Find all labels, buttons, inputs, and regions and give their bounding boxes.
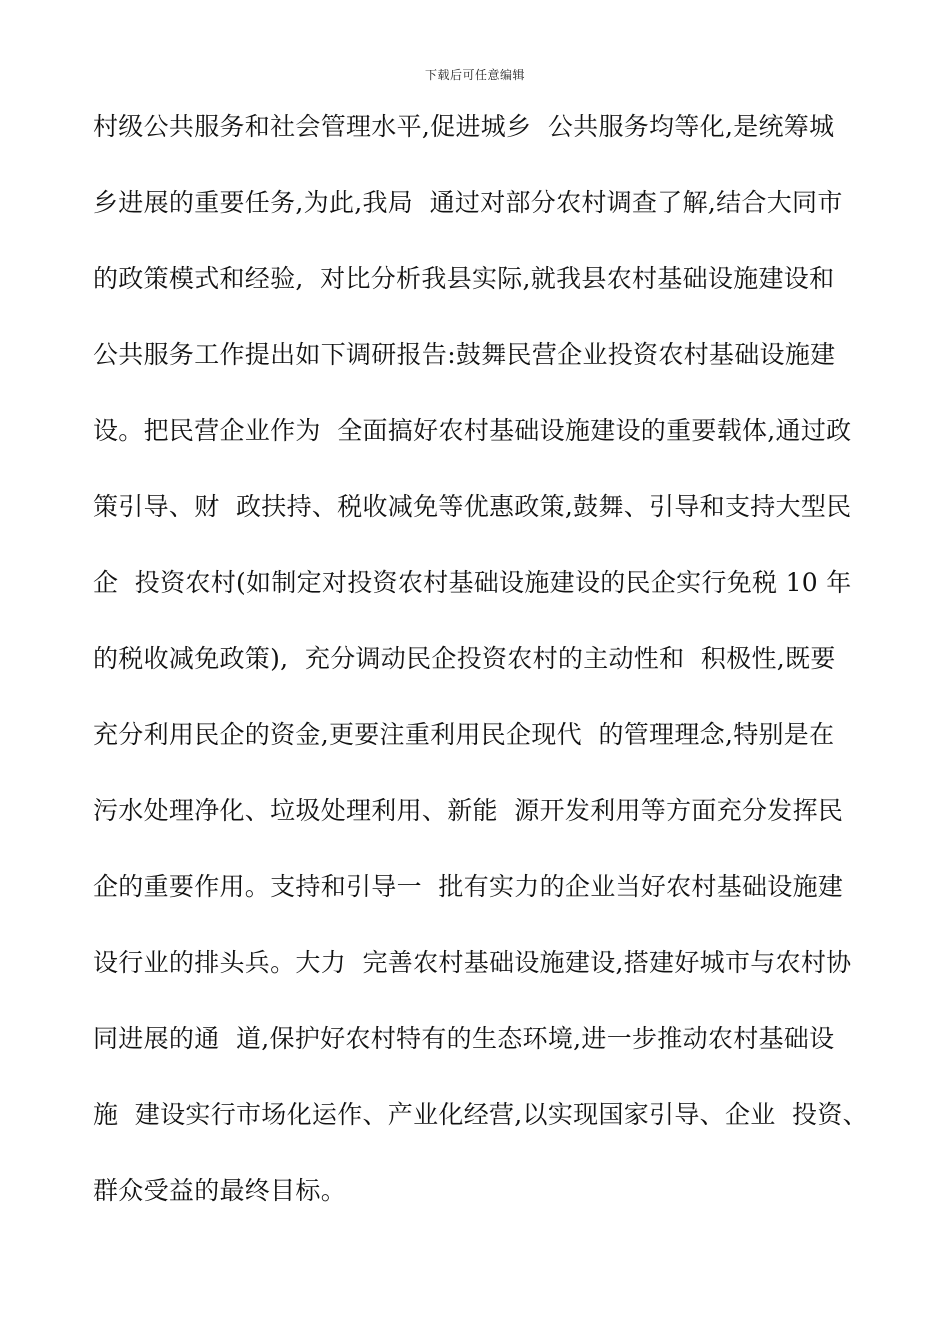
text-line-10: 污水处理净化、垃圾处理利用、新能 源开发利用等方面充分发挥民	[93, 796, 844, 825]
text-line-4: 公共服务工作提出如下调研报告:鼓舞民营企业投资农村基础设施建	[93, 340, 836, 369]
text-line-12: 设行业的排头兵。大力 完善农村基础设施建设,搭建好城市与农村协	[93, 948, 852, 977]
text-line-13: 同进展的通 道,保护好农村特有的生态环境,进一步推动农村基础设	[93, 1024, 835, 1053]
text-line-9: 充分利用民企的资金,更要注重利用民企现代 的管理理念,特别是在	[93, 720, 835, 749]
text-line-14: 施 建设实行市场化运作、产业化经营,以实现国家引导、企业 投资、	[93, 1100, 868, 1129]
page-header-note: 下载后可任意编辑	[424, 68, 525, 82]
text-line-8: 的税收减免政策), 充分调动民企投资农村的主动性和 积极性,既要	[93, 644, 836, 673]
text-line-15: 群众受益的最终目标。	[93, 1176, 347, 1205]
text-line-5: 设。把民营企业作为 全面搞好农村基础设施建设的重要载体,通过政	[93, 416, 852, 445]
text-line-2: 乡进展的重要任务,为此,我局 通过对部分农村调查了解,结合大同市	[93, 188, 843, 217]
text-line-11: 企的重要作用。支持和引导一 批有实力的企业当好农村基础设施建	[93, 872, 844, 901]
text-line-3: 的政策模式和经验, 对比分析我县实际,就我县农村基础设施建设和	[93, 264, 835, 293]
text-line-7: 企 投资农村(如制定对投资农村基础设施建设的民企实行免税 10 年	[93, 568, 852, 597]
text-line-6: 策引导、财 政扶持、税收减免等优惠政策,鼓舞、引导和支持大型民	[93, 492, 852, 521]
text-line-1: 村级公共服务和社会管理水平,促进城乡 公共服务均等化,是统筹城	[93, 112, 835, 141]
document-body	[93, 107, 873, 1247]
